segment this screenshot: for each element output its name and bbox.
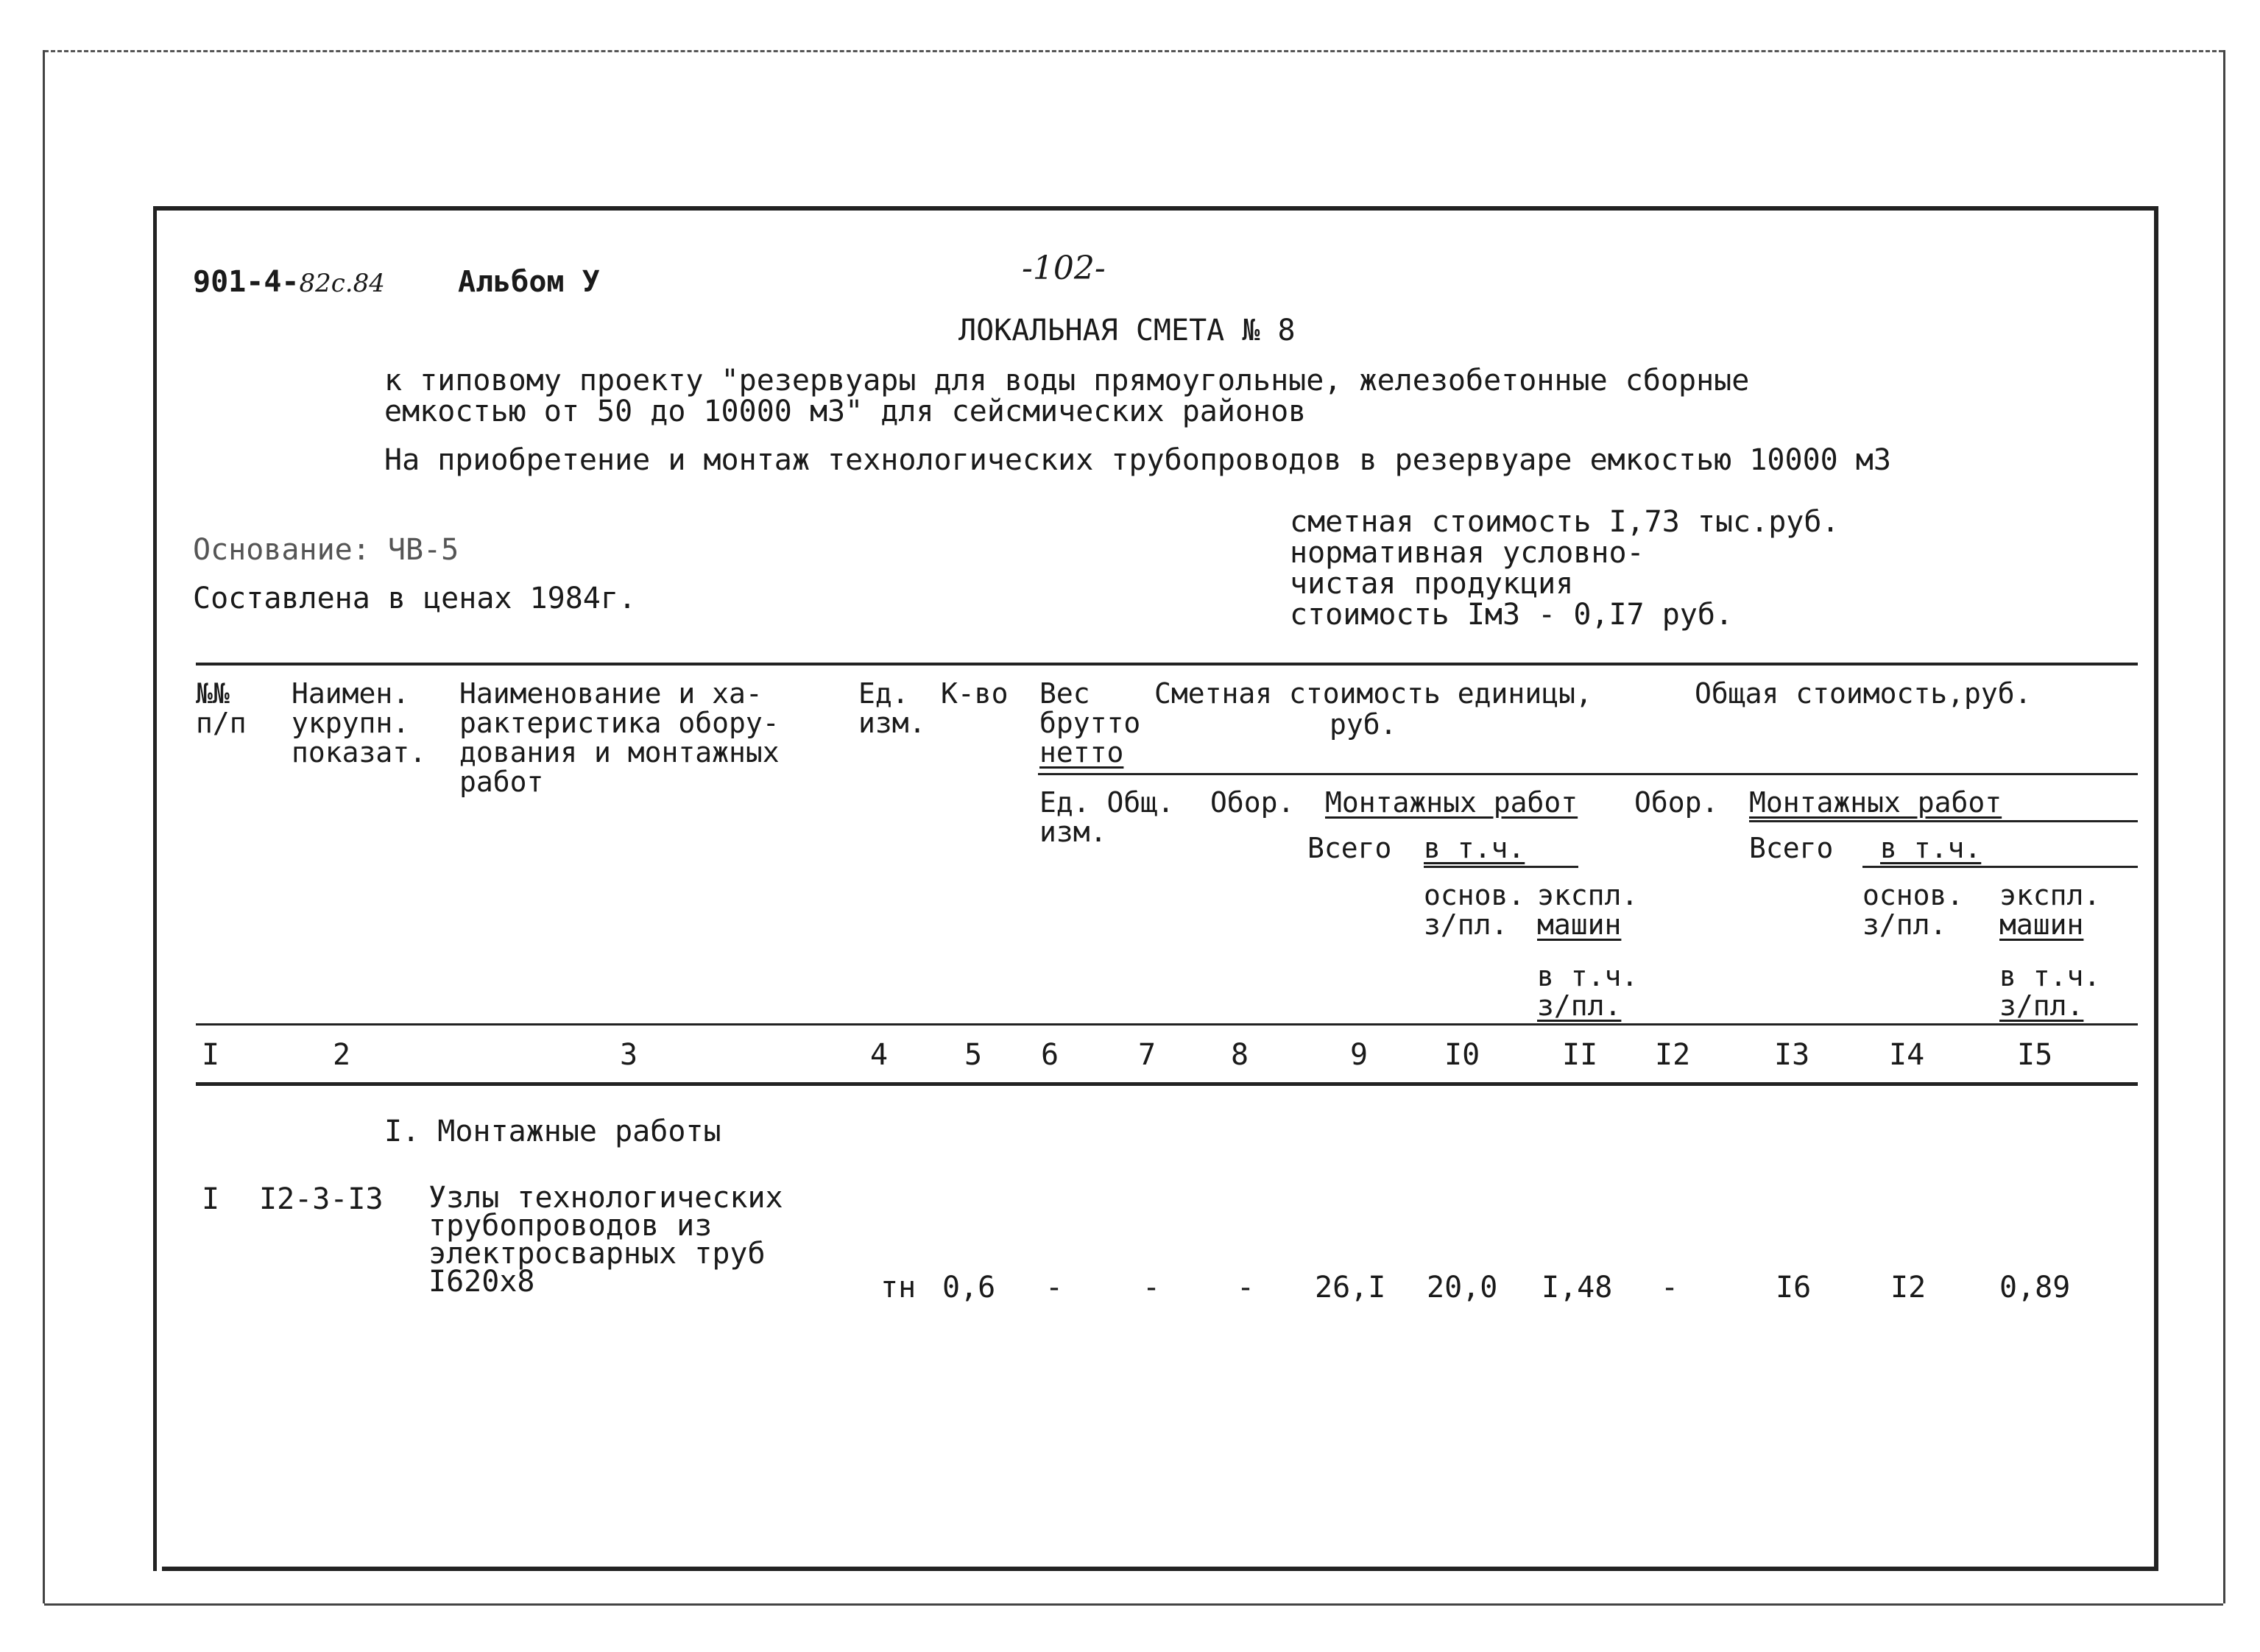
estimate-title: ЛОКАЛЬНАЯ СМЕТА № 8 (958, 314, 1296, 347)
col-header-weight-net: нетто (1039, 736, 1124, 769)
row-col-7: - (1143, 1271, 1161, 1305)
col-num-3: 3 (620, 1038, 638, 1072)
col-header-mounting-2: Монтажных работ (1749, 786, 2002, 819)
col-header-unit-measure: Ед. Общ. изм. (1039, 786, 1175, 848)
row-col-13: I6 (1776, 1271, 1812, 1305)
scan-top-edge (44, 50, 2223, 52)
col-header-unit-cost: Сметная стоимость единицы, (1154, 677, 1592, 710)
table-colnum-bottom-rule (196, 1082, 2138, 1086)
col-header-equipment-1: Обор. (1210, 786, 1295, 819)
title-line-1: к типовому проекту "резервуары для воды прямоугольные, железобетонные сборные (384, 364, 1750, 398)
col-num-2: 2 (333, 1038, 351, 1072)
col-num-1: I (202, 1038, 220, 1072)
col-num-4: 4 (870, 1038, 889, 1072)
col-num-14: I4 (1889, 1038, 1925, 1072)
col-num-9: 9 (1350, 1038, 1369, 1072)
title-line-3: На приобретение и монтаж технологических трубопроводов в резервуаре емкостью 10000 м3 (384, 443, 1891, 477)
col-header-incl-wage-2: в т.ч. (1999, 960, 2101, 992)
col-num-8: 8 (1231, 1038, 1249, 1072)
col-header-total-2: Всего (1749, 832, 1834, 864)
col-header-description: Наименование и ха- рактеристика обору- дования и монтажных работ (459, 677, 780, 798)
row-col-6: - (1045, 1271, 1064, 1305)
doc-code-handwritten: 82с.84 (299, 269, 385, 298)
col-num-13: I3 (1774, 1038, 1810, 1072)
frame-left (153, 206, 157, 1571)
col-num-7: 7 (1138, 1038, 1157, 1072)
normative-product-1: нормативная условно- (1290, 536, 1645, 570)
row-unit: тн (880, 1271, 917, 1305)
col-header-machines-1: машин (1537, 908, 1622, 941)
col-header-base-wage-2: основ. з/пл. (1862, 879, 1964, 941)
basis-label: Основание: ЧВ-5 (193, 533, 459, 567)
page-number: -102- (1022, 250, 1106, 287)
row-col-9: 26,I (1315, 1271, 1386, 1305)
scan-right-edge (2223, 50, 2225, 1603)
incl-1-rule (1424, 866, 1578, 868)
col-header-incl-wage-1: в т.ч. (1537, 960, 1639, 992)
col-num-5: 5 (964, 1038, 983, 1072)
table-header-bottom-rule (196, 1023, 2138, 1026)
prices-label: Составлена в ценах 1984г. (193, 582, 637, 615)
col-header-equipment-2: Обор. (1634, 786, 1719, 819)
col-header-wage-1: з/пл. (1537, 989, 1622, 1022)
album-label: Альбом У (458, 265, 600, 299)
col-header-base-wage-1: основ. з/пл. (1424, 879, 1525, 941)
col-header-machine-op-2: экспл. (1999, 879, 2101, 911)
table-sub-rule-1 (1038, 773, 2138, 775)
col-header-weight: Вес брутто (1039, 677, 1141, 739)
row-col-15: 0,89 (1999, 1271, 2071, 1305)
row-col-11: I,48 (1542, 1271, 1613, 1305)
row-col-8: - (1237, 1271, 1255, 1305)
row-col-14: I2 (1890, 1271, 1927, 1305)
doc-code-printed: 901-4- (193, 265, 300, 299)
table-top-rule (196, 663, 2138, 666)
mounting-2-rule (1749, 820, 2138, 822)
col-header-total-1: Всего (1307, 832, 1392, 864)
frame-bottom (162, 1567, 2158, 1571)
col-header-code: Наимен. укрупн. показат. (292, 677, 427, 769)
col-header-incl-1: в т.ч. (1424, 832, 1525, 864)
row-code: I2-3-I3 (259, 1182, 384, 1216)
normative-product-2: чистая продукция (1290, 567, 1574, 601)
title-line-2: емкостью от 50 до 10000 м3" для сейсмических районов (384, 395, 1307, 428)
col-header-machines-2: машин (1999, 908, 2084, 941)
col-num-12: I2 (1655, 1038, 1691, 1072)
col-header-wage-2: з/пл. (1999, 989, 2084, 1022)
doc-code (193, 266, 385, 299)
col-header-incl-2: в т.ч. (1880, 832, 1982, 864)
col-num-10: I0 (1444, 1038, 1480, 1072)
frame-top (153, 206, 2158, 211)
section-title: I. Монтажные работы (384, 1115, 721, 1148)
row-description: Узлы технологических трубопроводов из электросварных труб I620x8 (428, 1181, 783, 1299)
scan-left-edge (43, 50, 45, 1603)
incl-2-rule (1862, 866, 2138, 868)
row-col-12: - (1661, 1271, 1679, 1305)
col-header-machine-op-1: экспл. (1537, 879, 1639, 911)
row-number: I (202, 1182, 220, 1216)
col-header-unit: Ед. изм. (858, 677, 926, 739)
col-num-6: 6 (1041, 1038, 1059, 1072)
col-header-mounting-1: Монтажных работ (1325, 786, 1578, 819)
frame-right (2154, 206, 2158, 1571)
scan-bottom-edge (44, 1603, 2223, 1606)
col-header-unit-cost-rub: руб. (1329, 708, 1397, 741)
col-num-11: II (1562, 1038, 1598, 1072)
row-quantity: 0,6 (942, 1271, 996, 1305)
col-num-15: I5 (2017, 1038, 2053, 1072)
col-header-quantity: К-во (941, 677, 1009, 710)
col-header-number: №№ п/п (196, 677, 247, 739)
cost-per-m3: стоимость Iм3 - 0,I7 руб. (1290, 598, 1734, 632)
col-header-total-cost: Общая стоимость,руб. (1695, 677, 2032, 710)
estimated-cost: сметная стоимость I,73 тыс.руб. (1290, 505, 1840, 539)
row-col-10: 20,0 (1427, 1271, 1498, 1305)
